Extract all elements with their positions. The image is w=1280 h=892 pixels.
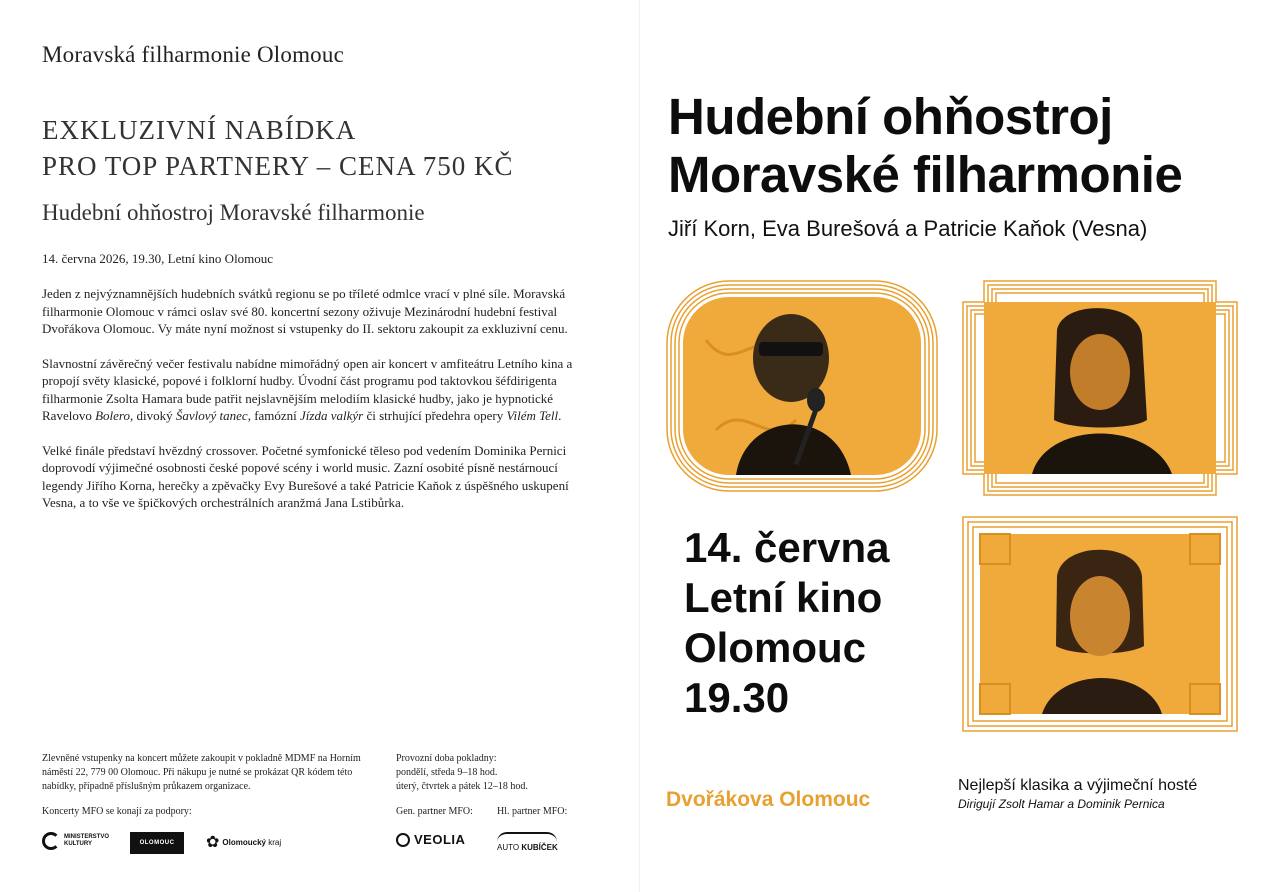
- poster-artists: Jiří Korn, Eva Burešová a Patricie Kaňok (Vesna): [668, 216, 1148, 241]
- paragraph-program: [42, 355, 582, 425]
- piece-bolero: Bolero: [95, 408, 130, 423]
- concert-dateline: 14. června 2026, 19.30, Letní kino Olomouc: [42, 251, 274, 266]
- olomoucky-kraj-logo: [206, 832, 281, 852]
- poster-page: [640, 0, 1280, 892]
- portrait-patricie-kanok: [962, 516, 1238, 732]
- logo-text: KUBÍČEK: [521, 843, 558, 852]
- footer-tickets: Zlevněné vstupenky na koncert můžete zakoupit v pokladně MDMF na Horním náměstí 22, 779 00 Olomouc. Při nákupu je nutné se prokázat QR kódem této nabídky, případně příslušným průkazem organizace.: [42, 753, 361, 792]
- headline-line-2: Moravské filharmonie: [668, 146, 1183, 203]
- date-line-1: 14. června: [684, 524, 890, 571]
- offer-line-1: EXKLUZIVNÍ NABÍDKA: [42, 115, 357, 145]
- paragraph-finale: Velké finále představí hvězdný crossover. Početné symfonické těleso pod vedením Dominika Pernici doprovodí výjimečné osobnosti české popové scény i world music. Zazní osobité písně nestárnoucí legendy Jiřího Korna, herečky a zpěvačky Evy Burešové a také Patricie Kaňok z úspěšného uskupení Vesna, a to vše ve špičkových orchestrálních aranžmá Jana Lstibůrka.: [42, 442, 569, 510]
- portrait-frame-stepped: [962, 280, 1238, 496]
- logo-text: Olomoucký: [222, 837, 266, 847]
- logo-text: VEOLIA: [414, 832, 466, 847]
- logo-text: KULTURY: [64, 841, 92, 847]
- veolia-logo: [396, 832, 465, 847]
- portrait-eva-buresova: [962, 280, 1238, 496]
- footer-hours: [396, 752, 576, 794]
- ministry-of-culture-logo: [42, 832, 109, 850]
- portrait-jiri-korn: [666, 280, 938, 492]
- text-span: , famózní: [247, 408, 301, 423]
- hours-line-1: pondělí, středa 9–18 hod.: [396, 767, 498, 778]
- date-line-3: Olomouc: [684, 624, 867, 671]
- poster-headline: [668, 88, 1182, 204]
- text-span: či strhující předehra opery: [363, 408, 507, 423]
- poster-conductors: Dirigují Zsolt Hamar a Dominik Pernica: [958, 797, 1165, 811]
- ministry-circle-icon: [42, 832, 60, 850]
- offer-line-2: PRO TOP PARTNERY – CENA 750 KČ: [42, 151, 514, 181]
- date-line-4: 19.30: [684, 674, 790, 721]
- poster-date-place: [684, 523, 890, 723]
- festival-name: Dvořákova Olomouc: [666, 788, 871, 811]
- auto-kubicek-logo: [497, 832, 558, 852]
- logo-text: AUTO: [497, 843, 520, 852]
- piece-vilem-tell: Vilém Tell: [506, 408, 559, 423]
- piece-savlovy-tanec: Šavlový tanec: [175, 408, 248, 423]
- poster-tagline: Nejlepší klasika a výjimeční hosté: [958, 777, 1198, 794]
- logo-text: MINISTERSTVO: [64, 834, 110, 840]
- flower-icon: ✿: [206, 834, 220, 851]
- logo-text: kraj: [268, 837, 282, 847]
- hours-line-2: úterý, čtvrtek a pátek 12–18 hod.: [396, 781, 528, 792]
- description: [42, 285, 582, 529]
- text-span: Slavnostní závěrečný večer festivalu nabídne mimořádný open air koncert v amfiteátru Letního kina a propojí světy klasické, popové i folklorní hudby. Úvodní část programu pod taktovkou šéfdirigenta filharmonie Zsolta Hamara bude patřit nejslavnějším melodiím klasické hudby, jako je hypnotické Ravelovo: [42, 355, 573, 423]
- veolia-symbol-icon: [396, 833, 410, 847]
- car-outline-icon: [497, 832, 557, 842]
- text-span: , divoký: [129, 408, 176, 423]
- gen-partner-label: Gen. partner MFO:: [396, 806, 473, 817]
- brand-name: Moravská filharmonie Olomouc: [42, 42, 344, 67]
- portrait-frame-rounded: [666, 280, 938, 492]
- paragraph-intro: Jeden z nejvýznamnějších hudebních svátků regionu se po tříleté odmlce vrací v plné síle. Moravská filharmonie Olomouc v rámci oslav své 80. koncertní sezony oživuje Mezinárodní hudební festival Dvořákova Olomouc. Vy máte nyní možnost si vstupenky do II. sektoru zakoupit za exkluzivní cenu.: [42, 286, 568, 336]
- headline-line-1: Hudební ohňostroj: [668, 88, 1113, 145]
- hl-partner-label: Hl. partner MFO:: [497, 806, 568, 817]
- text-span: .: [558, 408, 562, 423]
- portrait-frame-ornate: [962, 516, 1238, 732]
- concert-title: Hudební ohňostroj Moravské filharmonie: [42, 200, 425, 225]
- offer-heading: [42, 112, 514, 184]
- piece-jizda-valkyr: Jízda valkýr: [300, 408, 364, 423]
- olomouc-city-logo: OLOMOUC: [130, 832, 184, 854]
- hours-title: Provozní doba pokladny:: [396, 753, 497, 764]
- support-label: Koncerty MFO se konají za podpory:: [42, 806, 192, 817]
- date-line-2: Letní kino: [684, 574, 883, 621]
